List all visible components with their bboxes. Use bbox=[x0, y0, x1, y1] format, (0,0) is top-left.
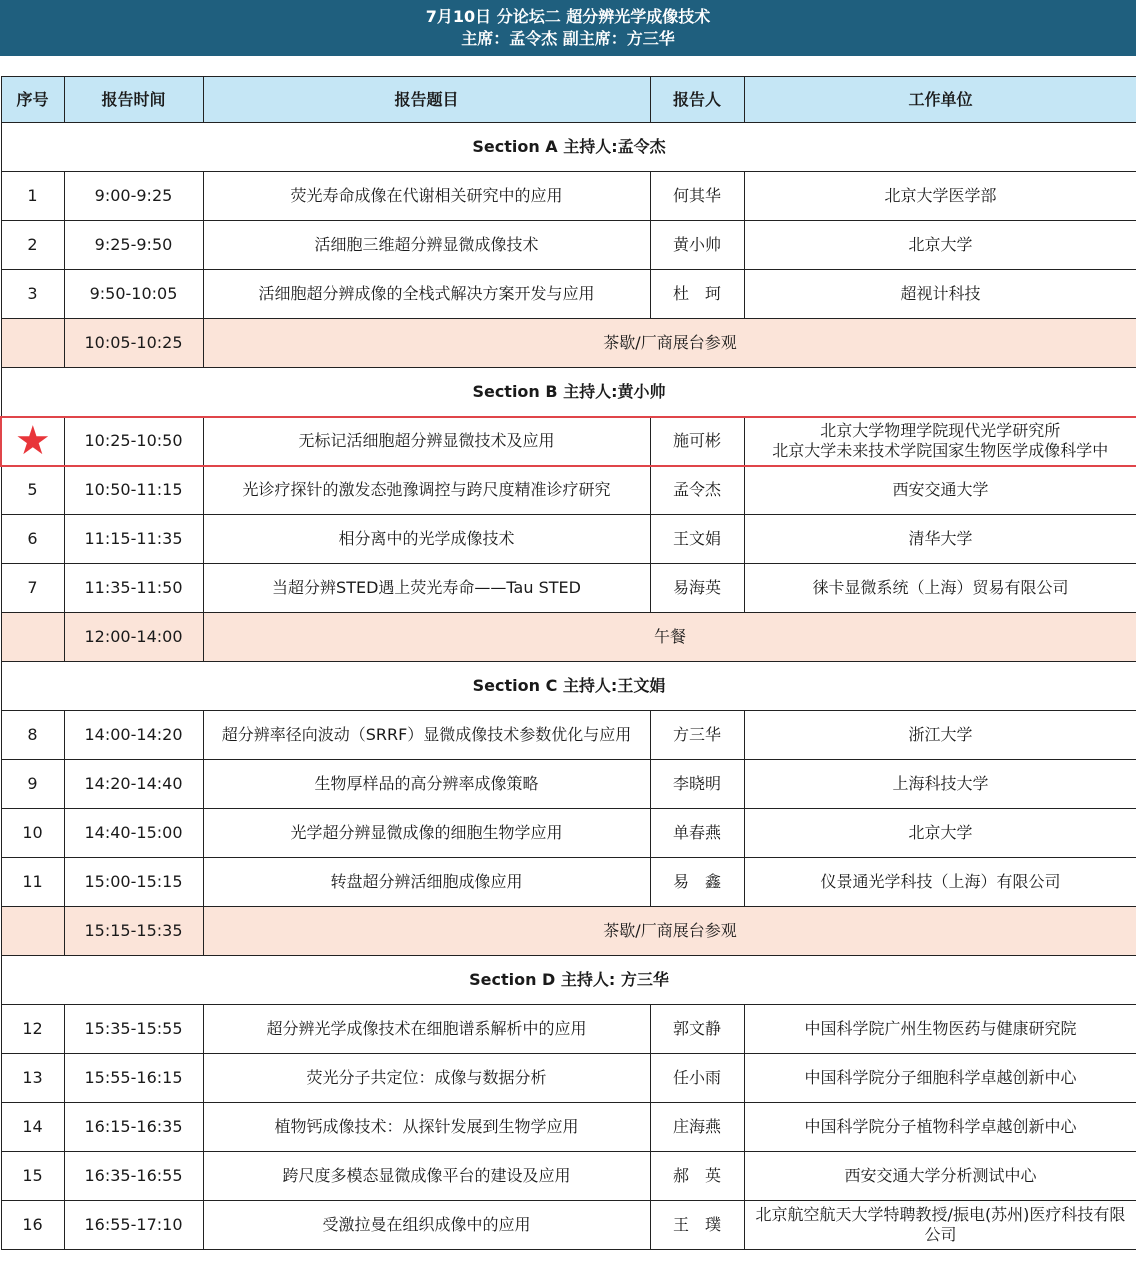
table-row bbox=[1, 515, 1136, 564]
speaker-name: 单春燕 bbox=[650, 809, 744, 858]
speaker-unit-line1: 北京大学物理学院现代光学研究所 bbox=[820, 421, 1061, 440]
section-row bbox=[1, 662, 1136, 711]
speaker-name: 郭文静 bbox=[650, 1005, 744, 1054]
speaker-name: 王文娟 bbox=[650, 515, 744, 564]
speaker-name: 何其华 bbox=[650, 172, 744, 221]
break-no-cell bbox=[1, 613, 64, 662]
row-number: 11 bbox=[1, 858, 64, 907]
break-row bbox=[1, 907, 1136, 956]
break-label: 午餐 bbox=[203, 613, 1136, 662]
speaker-unit: 中国科学院分子植物科学卓越创新中心 bbox=[744, 1103, 1136, 1152]
row-number: 9 bbox=[1, 760, 64, 809]
col-header-title: 报告题目 bbox=[203, 77, 650, 123]
speaker-unit: 西安交通大学分析测试中心 bbox=[744, 1152, 1136, 1201]
talk-title: 荧光寿命成像在代谢相关研究中的应用 bbox=[203, 172, 650, 221]
row-number: 2 bbox=[1, 221, 64, 270]
table-row bbox=[1, 809, 1136, 858]
speaker-unit: 北京大学医学部 bbox=[744, 172, 1136, 221]
speaker-unit: 上海科技大学 bbox=[744, 760, 1136, 809]
section-row bbox=[1, 123, 1136, 172]
section-heading: Section B 主持人:黄小帅 bbox=[1, 368, 1136, 417]
talk-time: 15:00-15:15 bbox=[64, 858, 203, 907]
banner-gap bbox=[0, 56, 1136, 76]
speaker-name: 易海英 bbox=[650, 564, 744, 613]
forum-banner bbox=[0, 0, 1136, 56]
table-row bbox=[1, 858, 1136, 907]
section-row bbox=[1, 956, 1136, 1005]
table-row bbox=[1, 564, 1136, 613]
talk-title: 当超分辨STED遇上荧光寿命——Tau STED bbox=[203, 564, 650, 613]
table-row bbox=[1, 466, 1136, 515]
row-number: 6 bbox=[1, 515, 64, 564]
talk-title: 光学超分辨显微成像的细胞生物学应用 bbox=[203, 809, 650, 858]
speaker-name: 孟令杰 bbox=[650, 466, 744, 515]
break-label: 茶歇/厂商展台参观 bbox=[203, 907, 1136, 956]
table-row bbox=[1, 1152, 1136, 1201]
banner-chairs: 主席：孟令杰 副主席：方三华 bbox=[461, 29, 675, 48]
row-number: 3 bbox=[1, 270, 64, 319]
talk-time: 16:55-17:10 bbox=[64, 1201, 203, 1250]
speaker-unit bbox=[744, 417, 1136, 466]
talk-title: 光诊疗探针的激发态弛豫调控与跨尺度精准诊疗研究 bbox=[203, 466, 650, 515]
speaker-unit-line2: 北京大学未来技术学院国家生物医学成像科学中 bbox=[772, 441, 1109, 460]
break-row bbox=[1, 319, 1136, 368]
row-number: 13 bbox=[1, 1054, 64, 1103]
talk-title: 受激拉曼在组织成像中的应用 bbox=[203, 1201, 650, 1250]
section-heading: Section D 主持人: 方三华 bbox=[1, 956, 1136, 1005]
col-header-speaker: 报告人 bbox=[650, 77, 744, 123]
col-header-unit: 工作单位 bbox=[744, 77, 1136, 123]
break-no-cell bbox=[1, 907, 64, 956]
talk-time: 9:00-9:25 bbox=[64, 172, 203, 221]
table-row bbox=[1, 221, 1136, 270]
talk-title: 相分离中的光学成像技术 bbox=[203, 515, 650, 564]
break-time: 10:05-10:25 bbox=[64, 319, 203, 368]
table-row bbox=[1, 1201, 1136, 1250]
talk-title: 活细胞超分辨成像的全栈式解决方案开发与应用 bbox=[203, 270, 650, 319]
star-icon: ★ bbox=[14, 418, 51, 464]
row-number: 14 bbox=[1, 1103, 64, 1152]
talk-title: 活细胞三维超分辨显微成像技术 bbox=[203, 221, 650, 270]
row-number: 15 bbox=[1, 1152, 64, 1201]
speaker-unit: 西安交通大学 bbox=[744, 466, 1136, 515]
section-heading: Section C 主持人:王文娟 bbox=[1, 662, 1136, 711]
table-row bbox=[1, 1103, 1136, 1152]
speaker-name: 施可彬 bbox=[650, 417, 744, 466]
talk-time: 11:35-11:50 bbox=[64, 564, 203, 613]
speaker-name: 王 璞 bbox=[650, 1201, 744, 1250]
speaker-unit: 超视计科技 bbox=[744, 270, 1136, 319]
schedule-table bbox=[0, 76, 1136, 1250]
talk-title: 荧光分子共定位：成像与数据分析 bbox=[203, 1054, 650, 1103]
speaker-unit: 北京大学 bbox=[744, 809, 1136, 858]
col-header-time: 报告时间 bbox=[64, 77, 203, 123]
talk-title: 超分辨光学成像技术在细胞谱系解析中的应用 bbox=[203, 1005, 650, 1054]
break-no-cell bbox=[1, 319, 64, 368]
row-number bbox=[1, 417, 64, 466]
speaker-unit: 浙江大学 bbox=[744, 711, 1136, 760]
speaker-unit: 中国科学院分子细胞科学卓越创新中心 bbox=[744, 1054, 1136, 1103]
speaker-name: 郝 英 bbox=[650, 1152, 744, 1201]
talk-time: 10:50-11:15 bbox=[64, 466, 203, 515]
break-label: 茶歇/厂商展台参观 bbox=[203, 319, 1136, 368]
talk-title: 植物钙成像技术：从探针发展到生物学应用 bbox=[203, 1103, 650, 1152]
table-row bbox=[1, 1005, 1136, 1054]
row-number: 8 bbox=[1, 711, 64, 760]
table-row bbox=[1, 270, 1136, 319]
talk-time: 14:40-15:00 bbox=[64, 809, 203, 858]
banner-title: 7月10日 分论坛二 超分辨光学成像技术 bbox=[425, 7, 711, 26]
talk-time: 9:25-9:50 bbox=[64, 221, 203, 270]
talk-time: 15:55-16:15 bbox=[64, 1054, 203, 1103]
talk-title: 转盘超分辨活细胞成像应用 bbox=[203, 858, 650, 907]
speaker-unit: 北京大学 bbox=[744, 221, 1136, 270]
table-row bbox=[1, 172, 1136, 221]
talk-time: 10:25-10:50 bbox=[64, 417, 203, 466]
talk-title: 跨尺度多模态显微成像平台的建设及应用 bbox=[203, 1152, 650, 1201]
table-row bbox=[1, 760, 1136, 809]
talk-time: 15:35-15:55 bbox=[64, 1005, 203, 1054]
row-number: 12 bbox=[1, 1005, 64, 1054]
speaker-name: 黄小帅 bbox=[650, 221, 744, 270]
talk-time: 16:35-16:55 bbox=[64, 1152, 203, 1201]
speaker-name: 方三华 bbox=[650, 711, 744, 760]
talk-title: 超分辨率径向波动（SRRF）显微成像技术参数优化与应用 bbox=[203, 711, 650, 760]
header-row bbox=[1, 77, 1136, 123]
speaker-unit: 中国科学院广州生物医药与健康研究院 bbox=[744, 1005, 1136, 1054]
talk-title: 无标记活细胞超分辨显微技术及应用 bbox=[203, 417, 650, 466]
row-number: 16 bbox=[1, 1201, 64, 1250]
talk-time: 11:15-11:35 bbox=[64, 515, 203, 564]
break-row bbox=[1, 613, 1136, 662]
speaker-unit: 仪景通光学科技（上海）有限公司 bbox=[744, 858, 1136, 907]
talk-time: 9:50-10:05 bbox=[64, 270, 203, 319]
talk-time: 16:15-16:35 bbox=[64, 1103, 203, 1152]
speaker-name: 杜 珂 bbox=[650, 270, 744, 319]
row-number: 7 bbox=[1, 564, 64, 613]
row-number: 5 bbox=[1, 466, 64, 515]
speaker-unit: 徕卡显微系统（上海）贸易有限公司 bbox=[744, 564, 1136, 613]
speaker-name: 李晓明 bbox=[650, 760, 744, 809]
table-row-highlighted bbox=[1, 417, 1136, 466]
talk-time: 14:20-14:40 bbox=[64, 760, 203, 809]
break-time: 12:00-14:00 bbox=[64, 613, 203, 662]
speaker-unit: 清华大学 bbox=[744, 515, 1136, 564]
break-time: 15:15-15:35 bbox=[64, 907, 203, 956]
talk-time: 14:00-14:20 bbox=[64, 711, 203, 760]
section-row bbox=[1, 368, 1136, 417]
table-row bbox=[1, 711, 1136, 760]
section-heading: Section A 主持人:孟令杰 bbox=[1, 123, 1136, 172]
row-number: 1 bbox=[1, 172, 64, 221]
talk-title: 生物厚样品的高分辨率成像策略 bbox=[203, 760, 650, 809]
speaker-name: 任小雨 bbox=[650, 1054, 744, 1103]
speaker-name: 易 鑫 bbox=[650, 858, 744, 907]
speaker-name: 庄海燕 bbox=[650, 1103, 744, 1152]
speaker-unit: 北京航空航天大学特聘教授/振电(苏州)医疗科技有限公司 bbox=[744, 1201, 1136, 1250]
row-number: 10 bbox=[1, 809, 64, 858]
table-row bbox=[1, 1054, 1136, 1103]
col-header-no: 序号 bbox=[1, 77, 64, 123]
